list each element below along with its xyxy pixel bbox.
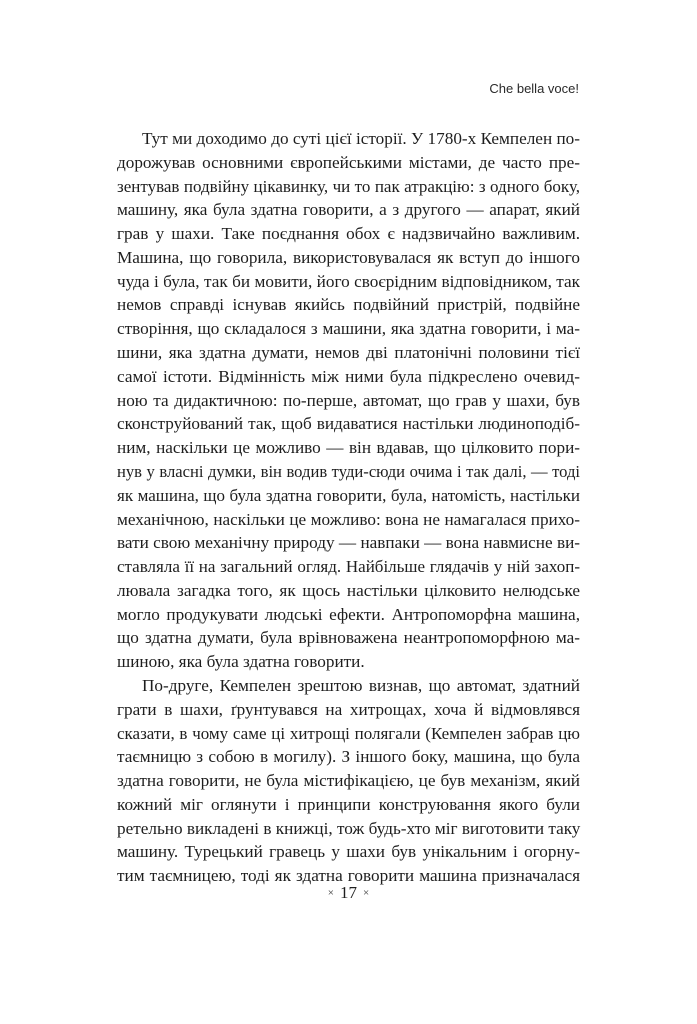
text-line: що здатна думати, була врівноважена неантропоморфною ма- (117, 628, 580, 648)
text-line: ним, наскільки це можливо — він вдавав, що цілковито пори- (117, 438, 580, 458)
text-line: тим таємницею, тоді як здатна говорити машина призначалася (117, 866, 580, 886)
text-line: ставляла її на загальний огляд. Найбільше глядачів у ній захоп- (117, 557, 580, 577)
text-line: сконструйований так, щоб видаватися настільки людиноподіб- (117, 414, 580, 434)
text-line: машину. Турецький гравець у шахи був унікальним і огорну- (117, 842, 580, 862)
text-line: могло продукувати людські ефекти. Антропоморфна машина, (117, 604, 580, 624)
text-line: машину, яка була здатна говорити, а з другого — апарат, який (117, 200, 580, 220)
text-line: чуда і була, так би мовити, його своєрідним відповідником, так (117, 271, 580, 291)
text-line: як машина, що була здатна говорити, була, натомість, настільки (117, 485, 580, 505)
text-line: створіння, що складалося з машини, яка здатна говорити, і ма- (117, 319, 580, 339)
body-text (117, 127, 580, 888)
text-line: зентував подвійну цікавинку, чи то пак атракцію: з одного боку, (117, 176, 580, 196)
text-line: шиною, яка була здатна говорити. (117, 652, 365, 672)
text-line: ною та дидактичною: по-перше, автомат, що грав у шахи, був (117, 390, 580, 410)
text-line: таємницю з собою в могилу). З іншого боку, машина, що була (117, 747, 580, 767)
folio-ornament-right: × (363, 887, 370, 899)
text-line: дорожував основними європейськими містами, де часто пре- (117, 152, 580, 172)
running-header: Che bella voce! (489, 81, 579, 96)
text-line: немов справді існував якийсь подвійний пристрій, подвійне (117, 295, 580, 315)
folio-ornament-left: × (327, 887, 334, 899)
text-line: шини, яка здатна думати, немов дві платонічні половини тієї (117, 343, 580, 363)
text-line: лювала загадка того, як щось настільки цілковито нелюдське (117, 580, 580, 600)
text-line: Машина, що говорила, використовувалася як вступ до іншого (117, 247, 580, 267)
text-line: механічною, наскільки це можливо: вона не намагалася прихо- (117, 509, 580, 529)
text-line: Тут ми доходимо до суті цієї історії. У 1780-х Кемпелен по- (142, 129, 580, 148)
page-number: 17 (340, 883, 357, 902)
text-line: самої істоти. Відмінність між ними була підкреслено очевид- (117, 366, 580, 386)
text-line: вати свою механічну природу — навпаки — вона навмисне ви- (117, 533, 580, 553)
text-line: кожний міг оглянути і принципи конструювання якого були (117, 794, 580, 814)
text-line: По-друге, Кемпелен зрештою визнав, що автомат, здатний (142, 675, 580, 695)
text-line: здатна говорити, не була містифікацією, це був механізм, який (117, 771, 580, 791)
text-line: нув у власні думки, він водив туди-сюди очима і так далі, — тоді (117, 461, 580, 481)
text-line: грати в шахи, ґрунтувався на хитрощах, хоча й відмовлявся (117, 699, 580, 719)
text-line: грав у шахи. Таке поєднання обох є надзвичайно важливим. (117, 224, 580, 244)
text-line: сказати, в чому саме ці хитрощі полягали (Кемпелен забрав цю (117, 723, 580, 743)
page-number-footer (0, 883, 697, 903)
text-line: ретельно викладені в книжці, тож будь-хто міг виготовити таку (117, 818, 581, 838)
